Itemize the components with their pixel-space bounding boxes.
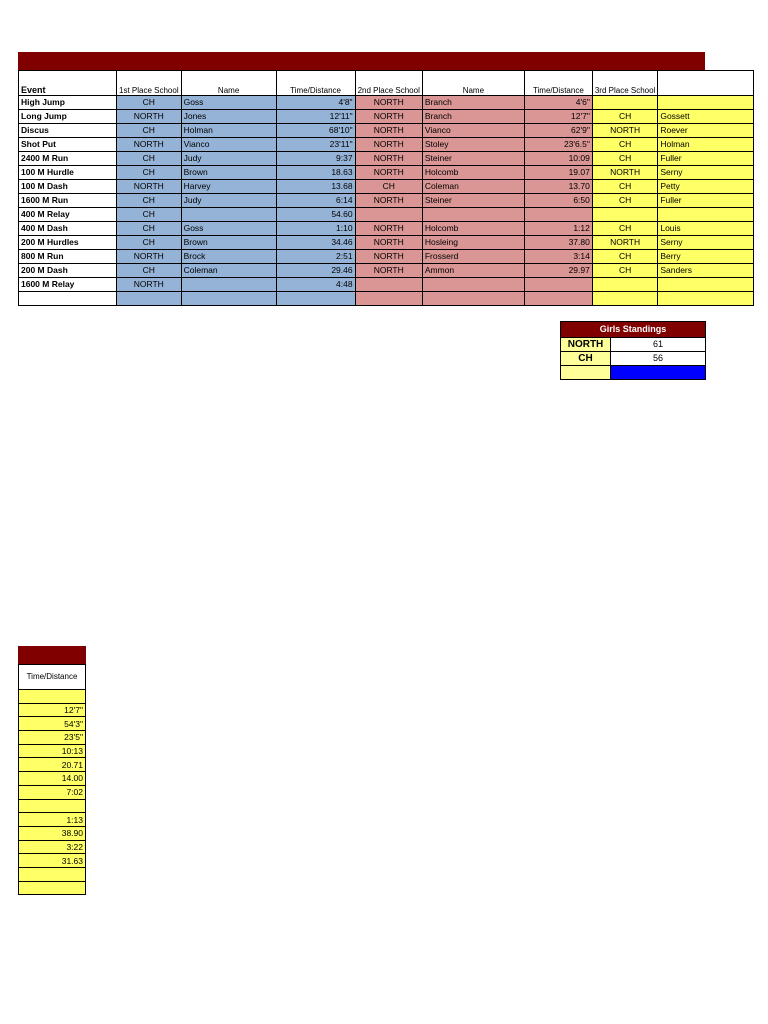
third-school-cell[interactable]: CH [592,110,657,124]
event-cell[interactable]: 2400 M Run [19,152,117,166]
event-cell[interactable]: Shot Put [19,138,117,152]
standings-row [561,352,706,366]
first-name-cell[interactable] [181,292,276,306]
first-time-cell[interactable]: 34.46 [276,236,355,250]
mini-header[interactable]: Time/Distance [19,665,86,690]
first-school-cell[interactable]: CH [117,124,182,138]
third-school-cell[interactable] [592,278,657,292]
results-table [18,70,754,306]
second-name-cell[interactable] [422,292,524,306]
event-cell[interactable]: 200 M Hurdles [19,236,117,250]
first-school-cell[interactable]: CH [117,236,182,250]
table-row [19,110,754,124]
first-name-cell[interactable] [181,208,276,222]
second-time-cell[interactable]: 23'6.5" [524,138,592,152]
second-school-cell[interactable]: NORTH [355,152,422,166]
time-distance-cell[interactable]: 10:13 [19,744,86,758]
second-time-cell[interactable]: 12'7" [524,110,592,124]
second-school-cell[interactable]: NORTH [355,194,422,208]
second-name-cell[interactable]: Stoley [422,138,524,152]
time-distance-cell[interactable]: 7:02 [19,785,86,799]
event-cell[interactable]: 1600 M Relay [19,278,117,292]
first-name-cell[interactable] [181,278,276,292]
second-school-cell[interactable] [355,292,422,306]
second-name-cell[interactable]: Holcomb [422,222,524,236]
standings-points[interactable]: 56 [611,352,706,366]
girls-standings-table [560,321,706,380]
time-distance-cell[interactable]: 23'5" [19,731,86,745]
second-time-cell[interactable]: 29.97 [524,264,592,278]
mini-header-bar [18,646,86,664]
second-time-cell[interactable] [524,208,592,222]
second-name-cell[interactable]: Branch [422,96,524,110]
third-school-cell[interactable]: CH [592,152,657,166]
third-name-cell[interactable]: Holman [658,138,754,152]
table-row [19,292,754,306]
second-name-cell[interactable]: Coleman [422,180,524,194]
first-school-cell[interactable]: CH [117,194,182,208]
third-school-cell[interactable] [592,292,657,306]
time-distance-cell[interactable]: 31.63 [19,854,86,868]
header-event[interactable]: Event [19,71,117,96]
time-distance-cell[interactable]: 3:22 [19,840,86,854]
second-time-cell[interactable] [524,292,592,306]
second-time-cell[interactable]: 13.70 [524,180,592,194]
third-school-cell[interactable]: CH [592,222,657,236]
second-school-cell[interactable] [355,278,422,292]
third-name-cell[interactable]: Fuller [658,152,754,166]
first-time-cell[interactable]: 4:48 [276,278,355,292]
first-school-cell[interactable]: NORTH [117,278,182,292]
table-row [19,208,754,222]
second-school-cell[interactable]: NORTH [355,110,422,124]
first-time-cell[interactable]: 12'11" [276,110,355,124]
second-school-cell[interactable]: NORTH [355,138,422,152]
event-cell[interactable]: High Jump [19,96,117,110]
first-school-cell[interactable]: CH [117,264,182,278]
third-name-cell[interactable] [658,208,754,222]
time-distance-table [18,664,86,895]
first-time-cell[interactable]: 6:14 [276,194,355,208]
second-school-cell[interactable]: NORTH [355,124,422,138]
table-row [19,264,754,278]
third-name-cell[interactable] [658,278,754,292]
third-name-cell[interactable]: Serny [658,166,754,180]
standings-blank-cell[interactable] [561,366,611,380]
third-name-cell[interactable]: Fuller [658,194,754,208]
table-row [19,180,754,194]
third-name-cell[interactable]: Petty [658,180,754,194]
second-time-cell[interactable]: 4'6" [524,96,592,110]
third-name-cell[interactable]: Roever [658,124,754,138]
second-name-cell[interactable]: Steiner [422,152,524,166]
first-name-cell[interactable]: Judy [181,194,276,208]
second-name-cell[interactable]: Ammon [422,264,524,278]
time-distance-cell[interactable]: 38.90 [19,826,86,840]
second-school-cell[interactable]: NORTH [355,166,422,180]
event-cell[interactable]: 100 M Dash [19,180,117,194]
third-school-cell[interactable]: CH [592,180,657,194]
first-school-cell[interactable]: CH [117,166,182,180]
event-cell[interactable]: 1600 M Run [19,194,117,208]
standings-points[interactable]: 61 [611,338,706,352]
first-time-cell[interactable]: 9:37 [276,152,355,166]
table-row [19,250,754,264]
header-second-school[interactable]: 2nd Place School [355,71,422,96]
standings-row [561,338,706,352]
time-distance-cell[interactable] [19,867,86,881]
time-distance-cell[interactable]: 54'3" [19,717,86,731]
event-cell[interactable]: Long Jump [19,110,117,124]
first-school-cell[interactable]: CH [117,222,182,236]
header-time-1[interactable]: Time/Distance [276,71,355,96]
first-time-cell[interactable]: 18.63 [276,166,355,180]
time-distance-cell[interactable] [19,881,86,895]
first-time-cell[interactable]: 1:10 [276,222,355,236]
first-name-cell[interactable]: Vianco [181,138,276,152]
first-name-cell[interactable]: Jones [181,110,276,124]
first-time-cell[interactable]: 29.46 [276,264,355,278]
second-name-cell[interactable] [422,278,524,292]
second-school-cell[interactable]: CH [355,180,422,194]
second-time-cell[interactable]: 3:14 [524,250,592,264]
second-school-cell[interactable]: NORTH [355,236,422,250]
second-name-cell[interactable]: Vianco [422,124,524,138]
results-header-bar [18,52,705,70]
first-name-cell[interactable]: Goss [181,222,276,236]
third-school-cell[interactable]: NORTH [592,124,657,138]
table-row [19,222,754,236]
first-school-cell[interactable]: CH [117,208,182,222]
third-name-cell[interactable]: Berry [658,250,754,264]
third-school-cell[interactable]: CH [592,194,657,208]
first-school-cell[interactable]: NORTH [117,250,182,264]
standings-title[interactable]: Girls Standings [561,322,706,338]
third-school-cell[interactable]: NORTH [592,236,657,250]
second-time-cell[interactable]: 6:50 [524,194,592,208]
header-time-2[interactable]: Time/Distance [524,71,592,96]
first-time-cell[interactable]: 54.60 [276,208,355,222]
third-name-cell[interactable]: Sanders [658,264,754,278]
second-school-cell[interactable]: NORTH [355,264,422,278]
third-name-cell[interactable]: Louis [658,222,754,236]
time-distance-cell[interactable]: 12'7" [19,703,86,717]
first-time-cell[interactable]: 4'8" [276,96,355,110]
header-name-3[interactable] [658,71,754,96]
second-name-cell[interactable]: Holcomb [422,166,524,180]
table-row [19,194,754,208]
third-name-cell[interactable] [658,292,754,306]
first-time-cell[interactable] [276,292,355,306]
second-school-cell[interactable]: NORTH [355,222,422,236]
first-name-cell[interactable]: Brown [181,166,276,180]
table-row [19,278,754,292]
third-school-cell[interactable]: CH [592,138,657,152]
third-name-cell[interactable]: Gossett [658,110,754,124]
time-distance-cell[interactable]: 20.71 [19,758,86,772]
third-school-cell[interactable]: NORTH [592,166,657,180]
header-row [19,71,754,96]
second-time-cell[interactable]: 19.07 [524,166,592,180]
standings-team[interactable]: NORTH [561,338,611,352]
event-cell[interactable]: 400 M Dash [19,222,117,236]
header-name-1[interactable]: Name [181,71,276,96]
third-school-cell[interactable]: CH [592,250,657,264]
second-time-cell[interactable]: 62'9" [524,124,592,138]
second-time-cell[interactable] [524,278,592,292]
first-name-cell[interactable]: Harvey [181,180,276,194]
first-name-cell[interactable]: Judy [181,152,276,166]
second-name-cell[interactable]: Steiner [422,194,524,208]
second-time-cell[interactable]: 10:09 [524,152,592,166]
first-time-cell[interactable]: 13.68 [276,180,355,194]
first-name-cell[interactable]: Goss [181,96,276,110]
third-school-cell[interactable]: CH [592,264,657,278]
time-distance-cell[interactable] [19,799,86,813]
third-name-cell[interactable] [658,96,754,110]
first-school-cell[interactable]: NORTH [117,180,182,194]
second-school-cell[interactable]: NORTH [355,96,422,110]
standings-team[interactable]: CH [561,352,611,366]
second-name-cell[interactable]: Hosleing [422,236,524,250]
first-time-cell[interactable]: 68'10" [276,124,355,138]
event-cell[interactable]: 400 M Relay [19,208,117,222]
first-time-cell[interactable]: 2:51 [276,250,355,264]
time-distance-cell[interactable]: 14.00 [19,772,86,786]
first-school-cell[interactable]: NORTH [117,110,182,124]
first-name-cell[interactable]: Holman [181,124,276,138]
header-third-school[interactable]: 3rd Place School [592,71,657,96]
third-school-cell[interactable] [592,208,657,222]
second-time-cell[interactable]: 37.80 [524,236,592,250]
header-first-school[interactable]: 1st Place School [117,71,182,96]
event-cell[interactable]: 100 M Hurdle [19,166,117,180]
event-cell[interactable]: 200 M Dash [19,264,117,278]
third-name-cell[interactable]: Serny [658,236,754,250]
first-school-cell[interactable]: CH [117,152,182,166]
event-cell[interactable]: Discus [19,124,117,138]
first-school-cell[interactable]: NORTH [117,138,182,152]
second-name-cell[interactable] [422,208,524,222]
time-distance-cell[interactable]: 1:13 [19,813,86,827]
second-name-cell[interactable]: Branch [422,110,524,124]
first-school-cell[interactable] [117,292,182,306]
second-time-cell[interactable]: 1:12 [524,222,592,236]
table-row [19,236,754,250]
first-time-cell[interactable]: 23'11" [276,138,355,152]
third-school-cell[interactable] [592,96,657,110]
table-row [19,138,754,152]
event-cell[interactable]: 800 M Run [19,250,117,264]
first-name-cell[interactable]: Coleman [181,264,276,278]
second-school-cell[interactable] [355,208,422,222]
second-school-cell[interactable]: NORTH [355,250,422,264]
standings-selected-cell[interactable] [611,366,706,380]
event-cell[interactable] [19,292,117,306]
second-name-cell[interactable]: Frosserd [422,250,524,264]
table-row [19,124,754,138]
first-name-cell[interactable]: Brock [181,250,276,264]
table-row [19,96,754,110]
table-row [19,166,754,180]
time-distance-cell[interactable] [19,690,86,704]
first-name-cell[interactable]: Brown [181,236,276,250]
first-school-cell[interactable]: CH [117,96,182,110]
header-name-2[interactable]: Name [422,71,524,96]
table-row [19,152,754,166]
